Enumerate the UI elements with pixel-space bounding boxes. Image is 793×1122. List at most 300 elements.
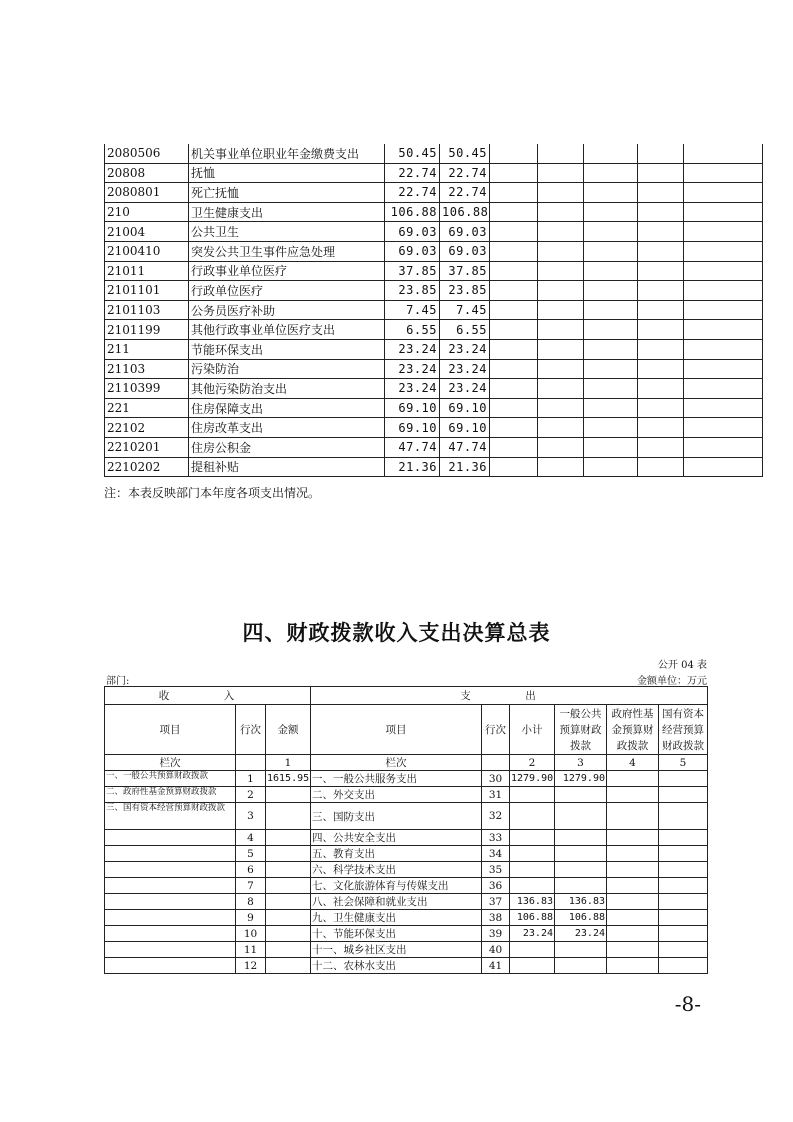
empty-cell bbox=[684, 241, 763, 261]
empty-cell bbox=[607, 830, 659, 846]
income-item bbox=[105, 846, 236, 862]
row-basic: 106.88 bbox=[440, 202, 490, 222]
expense-subtotal bbox=[510, 958, 555, 974]
empty-cell bbox=[659, 958, 708, 974]
empty-cell bbox=[638, 418, 684, 438]
department-label: 部门: bbox=[106, 676, 130, 687]
empty-cell bbox=[584, 379, 638, 399]
empty-cell bbox=[584, 398, 638, 418]
column-label: 栏次 bbox=[105, 755, 236, 771]
empty-cell bbox=[584, 418, 638, 438]
empty-cell bbox=[607, 862, 659, 878]
income-item bbox=[105, 830, 236, 846]
row-basic: 69.03 bbox=[440, 222, 490, 242]
row-basic: 7.45 bbox=[440, 300, 490, 320]
income-item: 三、国有资本经营预算财政拨款 bbox=[105, 803, 236, 830]
empty-cell bbox=[538, 300, 584, 320]
expense-item: 一、一般公共服务支出 bbox=[311, 771, 482, 787]
empty-cell bbox=[538, 339, 584, 359]
empty-cell bbox=[684, 300, 763, 320]
empty-cell bbox=[607, 771, 659, 787]
income-amount bbox=[266, 926, 311, 942]
empty-cell bbox=[490, 222, 538, 242]
row-total: 47.74 bbox=[385, 437, 440, 457]
expense-subtotal: 1279.90 bbox=[510, 771, 555, 787]
row-code: 2110399 bbox=[105, 379, 189, 399]
summary-row bbox=[105, 942, 708, 958]
row-name: 其他行政事业单位医疗支出 bbox=[189, 320, 385, 340]
empty-cell bbox=[607, 787, 659, 803]
empty-cell bbox=[659, 803, 708, 830]
empty-cell bbox=[659, 926, 708, 942]
table-row bbox=[105, 457, 763, 477]
expense-item: 二、外交支出 bbox=[311, 787, 482, 803]
empty-cell bbox=[607, 958, 659, 974]
income-amount bbox=[266, 862, 311, 878]
general-budget-header: 一般公共预算财政拨款 bbox=[555, 705, 607, 755]
summary-row bbox=[105, 926, 708, 942]
table-row bbox=[105, 379, 763, 399]
expense-item: 十、节能环保支出 bbox=[311, 926, 482, 942]
row-total: 69.03 bbox=[385, 241, 440, 261]
row-basic: 47.74 bbox=[440, 437, 490, 457]
column-number-3: 3 bbox=[555, 755, 607, 771]
row-code: 2101103 bbox=[105, 300, 189, 320]
empty-cell bbox=[584, 222, 638, 242]
empty-cell bbox=[584, 300, 638, 320]
subtotal-header: 小计 bbox=[510, 705, 555, 755]
expense-row-no: 39 bbox=[482, 926, 510, 942]
empty-cell bbox=[584, 457, 638, 477]
empty-cell bbox=[684, 261, 763, 281]
empty-cell bbox=[659, 942, 708, 958]
income-amount bbox=[266, 958, 311, 974]
expense-general-budget bbox=[555, 846, 607, 862]
empty-cell bbox=[538, 398, 584, 418]
expense-general-budget bbox=[555, 787, 607, 803]
empty-cell bbox=[638, 300, 684, 320]
empty-cell bbox=[490, 379, 538, 399]
empty-cell bbox=[538, 163, 584, 183]
empty-cell bbox=[538, 144, 584, 163]
empty-cell bbox=[659, 862, 708, 878]
empty-cell bbox=[607, 878, 659, 894]
row-code: 2210201 bbox=[105, 437, 189, 457]
expense-subtotal bbox=[510, 942, 555, 958]
empty-cell bbox=[684, 379, 763, 399]
empty-cell bbox=[538, 320, 584, 340]
empty-cell bbox=[490, 183, 538, 203]
row-code: 2080506 bbox=[105, 144, 189, 163]
column-label-2: 栏次 bbox=[311, 755, 482, 771]
expense-header: 支 出 bbox=[311, 687, 708, 705]
table-row bbox=[105, 339, 763, 359]
empty-cell bbox=[684, 398, 763, 418]
empty-cell bbox=[659, 830, 708, 846]
table-row bbox=[105, 437, 763, 457]
row-name: 抚恤 bbox=[189, 163, 385, 183]
column-number-5: 5 bbox=[659, 755, 708, 771]
row-name: 住房保障支出 bbox=[189, 398, 385, 418]
row-code: 22102 bbox=[105, 418, 189, 438]
empty-cell bbox=[684, 457, 763, 477]
expense-row-no: 35 bbox=[482, 862, 510, 878]
empty-cell bbox=[607, 942, 659, 958]
row-code: 20808 bbox=[105, 163, 189, 183]
income-row-no: 6 bbox=[236, 862, 266, 878]
row-code: 2210202 bbox=[105, 457, 189, 477]
summary-row bbox=[105, 787, 708, 803]
empty-cell bbox=[482, 755, 510, 771]
table-row bbox=[105, 281, 763, 301]
appropriation-summary-table bbox=[104, 686, 708, 974]
empty-cell bbox=[490, 144, 538, 163]
empty-cell bbox=[684, 183, 763, 203]
row-basic: 22.74 bbox=[440, 163, 490, 183]
empty-cell bbox=[584, 359, 638, 379]
income-item: 一、一般公共预算财政拨款 bbox=[105, 771, 236, 787]
row-name: 行政事业单位医疗 bbox=[189, 261, 385, 281]
row-total: 50.45 bbox=[385, 144, 440, 163]
row-basic: 23.24 bbox=[440, 339, 490, 359]
column-number-2: 2 bbox=[510, 755, 555, 771]
empty-cell bbox=[684, 281, 763, 301]
income-row-no: 7 bbox=[236, 878, 266, 894]
expense-general-budget bbox=[555, 942, 607, 958]
column-number-row bbox=[105, 755, 708, 771]
empty-cell bbox=[490, 457, 538, 477]
expense-subtotal bbox=[510, 846, 555, 862]
row-code: 21011 bbox=[105, 261, 189, 281]
row-basic: 23.24 bbox=[440, 379, 490, 399]
income-item bbox=[105, 894, 236, 910]
expense-subtotal: 23.24 bbox=[510, 926, 555, 942]
empty-cell bbox=[490, 437, 538, 457]
income-item bbox=[105, 942, 236, 958]
empty-cell bbox=[584, 163, 638, 183]
expense-general-budget bbox=[555, 803, 607, 830]
expense-item: 五、教育支出 bbox=[311, 846, 482, 862]
row-total: 69.10 bbox=[385, 418, 440, 438]
expense-item: 四、公共安全支出 bbox=[311, 830, 482, 846]
empty-cell bbox=[490, 300, 538, 320]
row-code: 2101101 bbox=[105, 281, 189, 301]
expense-item: 三、国防支出 bbox=[311, 803, 482, 830]
row-basic: 23.24 bbox=[440, 359, 490, 379]
empty-cell bbox=[538, 437, 584, 457]
row-name: 公共卫生 bbox=[189, 222, 385, 242]
income-amount bbox=[266, 787, 311, 803]
row-total: 37.85 bbox=[385, 261, 440, 281]
expense-item: 六、科学技术支出 bbox=[311, 862, 482, 878]
row-code: 221 bbox=[105, 398, 189, 418]
empty-cell bbox=[584, 202, 638, 222]
expense-row-no: 32 bbox=[482, 803, 510, 830]
row-name: 突发公共卫生事件应急处理 bbox=[189, 241, 385, 261]
expense-subtotal bbox=[510, 830, 555, 846]
empty-cell bbox=[490, 398, 538, 418]
row-total: 7.45 bbox=[385, 300, 440, 320]
empty-cell bbox=[236, 755, 266, 771]
empty-cell bbox=[490, 163, 538, 183]
income-amount bbox=[266, 910, 311, 926]
expense-item: 八、社会保障和就业支出 bbox=[311, 894, 482, 910]
table-row bbox=[105, 398, 763, 418]
empty-cell bbox=[490, 359, 538, 379]
row-name: 节能环保支出 bbox=[189, 339, 385, 359]
empty-cell bbox=[638, 261, 684, 281]
income-item bbox=[105, 926, 236, 942]
empty-cell bbox=[584, 320, 638, 340]
row-total: 106.88 bbox=[385, 202, 440, 222]
empty-cell bbox=[490, 202, 538, 222]
summary-row bbox=[105, 958, 708, 974]
row-total: 69.03 bbox=[385, 222, 440, 242]
row-basic: 69.10 bbox=[440, 398, 490, 418]
table-row bbox=[105, 183, 763, 203]
empty-cell bbox=[638, 320, 684, 340]
income-item bbox=[105, 862, 236, 878]
empty-cell bbox=[584, 241, 638, 261]
table-row bbox=[105, 418, 763, 438]
expense-subtotal bbox=[510, 787, 555, 803]
expense-item: 七、文化旅游体育与传媒支出 bbox=[311, 878, 482, 894]
page-title: 四、财政拨款收入支出决算总表 bbox=[242, 621, 551, 645]
empty-cell bbox=[490, 320, 538, 340]
empty-cell bbox=[684, 339, 763, 359]
row-name: 公务员医疗补助 bbox=[189, 300, 385, 320]
page-number: -8- bbox=[674, 992, 701, 1016]
row-total: 22.74 bbox=[385, 183, 440, 203]
row-basic: 23.85 bbox=[440, 281, 490, 301]
row-basic: 69.10 bbox=[440, 418, 490, 438]
income-row-no: 8 bbox=[236, 894, 266, 910]
empty-cell bbox=[638, 241, 684, 261]
expense-general-budget: 23.24 bbox=[555, 926, 607, 942]
empty-cell bbox=[684, 202, 763, 222]
expense-subtotal: 106.88 bbox=[510, 910, 555, 926]
row-basic: 21.36 bbox=[440, 457, 490, 477]
income-row-no: 4 bbox=[236, 830, 266, 846]
empty-cell bbox=[659, 878, 708, 894]
empty-cell bbox=[659, 787, 708, 803]
empty-cell bbox=[584, 144, 638, 163]
unit-label: 金额单位：万元 bbox=[637, 676, 707, 687]
income-amount: 1615.95 bbox=[266, 771, 311, 787]
expense-subtotal bbox=[510, 862, 555, 878]
empty-cell bbox=[638, 144, 684, 163]
empty-cell bbox=[638, 457, 684, 477]
income-row-no: 11 bbox=[236, 942, 266, 958]
row-basic: 6.55 bbox=[440, 320, 490, 340]
row-basic: 37.85 bbox=[440, 261, 490, 281]
row-name: 机关事业单位职业年金缴费支出 bbox=[189, 144, 385, 163]
empty-cell bbox=[638, 183, 684, 203]
row-name: 其他污染防治支出 bbox=[189, 379, 385, 399]
empty-cell bbox=[684, 437, 763, 457]
income-item bbox=[105, 878, 236, 894]
empty-cell bbox=[584, 281, 638, 301]
income-amount bbox=[266, 803, 311, 830]
row-total: 21.36 bbox=[385, 457, 440, 477]
empty-cell bbox=[538, 418, 584, 438]
expense-row-no: 38 bbox=[482, 910, 510, 926]
empty-cell bbox=[538, 457, 584, 477]
summary-row bbox=[105, 830, 708, 846]
header-row-columns bbox=[105, 705, 708, 755]
summary-row bbox=[105, 771, 708, 787]
summary-row bbox=[105, 846, 708, 862]
empty-cell bbox=[538, 183, 584, 203]
table-row bbox=[105, 241, 763, 261]
empty-cell bbox=[684, 320, 763, 340]
expense-general-budget: 136.83 bbox=[555, 894, 607, 910]
empty-cell bbox=[584, 339, 638, 359]
income-amount bbox=[266, 830, 311, 846]
row-total: 23.24 bbox=[385, 339, 440, 359]
expense-row-no: 30 bbox=[482, 771, 510, 787]
empty-cell bbox=[684, 144, 763, 163]
expense-general-budget bbox=[555, 958, 607, 974]
summary-row bbox=[105, 803, 708, 830]
row-code: 2100410 bbox=[105, 241, 189, 261]
expense-row-no: 37 bbox=[482, 894, 510, 910]
column-number-4: 4 bbox=[607, 755, 659, 771]
expense-item: 十二、农林水支出 bbox=[311, 958, 482, 974]
empty-cell bbox=[584, 437, 638, 457]
expense-item: 九、卫生健康支出 bbox=[311, 910, 482, 926]
table-row bbox=[105, 222, 763, 242]
row-basic: 69.03 bbox=[440, 241, 490, 261]
income-item bbox=[105, 958, 236, 974]
income-amount bbox=[266, 894, 311, 910]
empty-cell bbox=[638, 379, 684, 399]
expense-subtotal bbox=[510, 878, 555, 894]
row-basic: 50.45 bbox=[440, 144, 490, 163]
empty-cell bbox=[490, 281, 538, 301]
income-amount bbox=[266, 846, 311, 862]
empty-cell bbox=[684, 163, 763, 183]
income-item bbox=[105, 910, 236, 926]
empty-cell bbox=[490, 261, 538, 281]
table-row bbox=[105, 300, 763, 320]
empty-cell bbox=[638, 202, 684, 222]
expense-row-no: 40 bbox=[482, 942, 510, 958]
empty-cell bbox=[638, 398, 684, 418]
empty-cell bbox=[638, 339, 684, 359]
empty-cell bbox=[490, 339, 538, 359]
table-row bbox=[105, 359, 763, 379]
empty-cell bbox=[538, 379, 584, 399]
income-amount bbox=[266, 878, 311, 894]
expense-row-no-header: 行次 bbox=[482, 705, 510, 755]
empty-cell bbox=[684, 222, 763, 242]
income-row-no-header: 行次 bbox=[236, 705, 266, 755]
empty-cell bbox=[659, 846, 708, 862]
empty-cell bbox=[490, 241, 538, 261]
expenditure-detail-body bbox=[105, 144, 763, 477]
row-code: 21004 bbox=[105, 222, 189, 242]
table-row bbox=[105, 144, 763, 163]
row-basic: 22.74 bbox=[440, 183, 490, 203]
row-code: 211 bbox=[105, 339, 189, 359]
expense-general-budget bbox=[555, 830, 607, 846]
empty-cell bbox=[607, 926, 659, 942]
empty-cell bbox=[538, 202, 584, 222]
expense-row-no: 41 bbox=[482, 958, 510, 974]
summary-row bbox=[105, 862, 708, 878]
table-row bbox=[105, 320, 763, 340]
empty-cell bbox=[638, 437, 684, 457]
empty-cell bbox=[607, 803, 659, 830]
column-number-1: 1 bbox=[266, 755, 311, 771]
income-row-no: 1 bbox=[236, 771, 266, 787]
appropriation-summary-body bbox=[105, 687, 708, 974]
row-total: 23.24 bbox=[385, 379, 440, 399]
row-code: 210 bbox=[105, 202, 189, 222]
expense-row-no: 31 bbox=[482, 787, 510, 803]
empty-cell bbox=[538, 241, 584, 261]
expense-row-no: 36 bbox=[482, 878, 510, 894]
empty-cell bbox=[638, 359, 684, 379]
empty-cell bbox=[638, 222, 684, 242]
empty-cell bbox=[538, 261, 584, 281]
row-name: 卫生健康支出 bbox=[189, 202, 385, 222]
row-name: 行政单位医疗 bbox=[189, 281, 385, 301]
empty-cell bbox=[638, 163, 684, 183]
expense-general-budget: 1279.90 bbox=[555, 771, 607, 787]
row-name: 住房改革支出 bbox=[189, 418, 385, 438]
row-total: 23.85 bbox=[385, 281, 440, 301]
income-amount-header: 金额 bbox=[266, 705, 311, 755]
table-row bbox=[105, 163, 763, 183]
summary-row bbox=[105, 878, 708, 894]
empty-cell bbox=[659, 771, 708, 787]
row-total: 6.55 bbox=[385, 320, 440, 340]
empty-cell bbox=[638, 281, 684, 301]
expense-row-no: 33 bbox=[482, 830, 510, 846]
expense-general-budget: 106.88 bbox=[555, 910, 607, 926]
empty-cell bbox=[490, 418, 538, 438]
income-row-no: 9 bbox=[236, 910, 266, 926]
empty-cell bbox=[584, 261, 638, 281]
row-code: 21103 bbox=[105, 359, 189, 379]
row-name: 提租补贴 bbox=[189, 457, 385, 477]
empty-cell bbox=[607, 910, 659, 926]
table-note: 注：本表反映部门本年度各项支出情况。 bbox=[104, 486, 321, 500]
state-capital-header: 国有资本经营预算财政拨款 bbox=[659, 705, 708, 755]
row-code: 2080801 bbox=[105, 183, 189, 203]
expense-item-header: 项目 bbox=[311, 705, 482, 755]
income-row-no: 3 bbox=[236, 803, 266, 830]
empty-cell bbox=[659, 910, 708, 926]
expense-row-no: 34 bbox=[482, 846, 510, 862]
row-name: 污染防治 bbox=[189, 359, 385, 379]
summary-row bbox=[105, 910, 708, 926]
empty-cell bbox=[607, 846, 659, 862]
income-row-no: 12 bbox=[236, 958, 266, 974]
empty-cell bbox=[538, 359, 584, 379]
income-row-no: 10 bbox=[236, 926, 266, 942]
expense-general-budget bbox=[555, 878, 607, 894]
income-row-no: 5 bbox=[236, 846, 266, 862]
row-total: 69.10 bbox=[385, 398, 440, 418]
row-total: 22.74 bbox=[385, 163, 440, 183]
table-row bbox=[105, 261, 763, 281]
income-item: 二、政府性基金预算财政拨款 bbox=[105, 787, 236, 803]
row-total: 23.24 bbox=[385, 359, 440, 379]
header-row-group bbox=[105, 687, 708, 705]
